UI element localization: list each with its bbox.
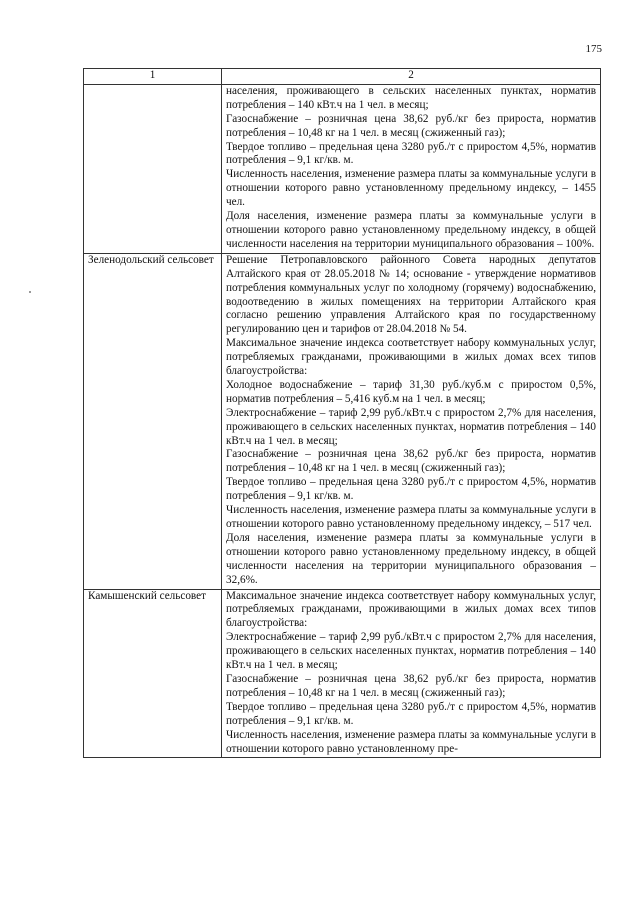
paragraph: Максимальное значение индекса соответствует набору коммунальных услуг, потребляемых гражданами, проживающими в жилых домах всех типов благоустройства: <box>226 337 596 378</box>
paragraph: Доля населения, изменение размера платы за коммунальные услуги в отношении которого равно установленному предельному индексу, в общей численности населения на территории муниципального образования – 100%. <box>226 210 596 250</box>
paragraph: Холодное водоснабжение – тариф 31,30 руб./куб.м с приростом 0,5%, норматив потребления – 5,416 куб.м на 1 чел. в месяц; <box>226 378 596 405</box>
description-cell <box>222 84 601 253</box>
paragraph: Твердое топливо – предельная цена 3280 руб./т с приростом 4,5%, норматив потребления – 9,1 кг/кв. м. <box>226 140 596 167</box>
column-header-1: 1 <box>84 69 222 85</box>
table-header-row <box>84 69 601 85</box>
table-row <box>84 589 601 758</box>
paragraph: Газоснабжение – розничная цена 38,62 руб./кг без прироста, норматив потребления – 10,48 кг на 1 чел. в месяц (сжиженный газ); <box>226 448 596 475</box>
paragraph: Газоснабжение – розничная цена 38,62 руб./кг без прироста, норматив потребления – 10,48 кг на 1 чел. в месяц (сжиженный газ); <box>226 672 596 699</box>
paragraph: Численность населения, изменение размера платы за коммунальные услуги в отношении которого равно установленному предельному индексу, – 517 чел. <box>226 504 596 530</box>
paragraph: Электроснабжение – тариф 2,99 руб./кВт.ч с приростом 2,7% для населения, проживающего в сельских населенных пунктах, норматив потребления – 140 кВт.ч на 1 чел. в месяц; <box>226 406 596 447</box>
page-number: 175 <box>585 43 602 55</box>
description-cell <box>222 253 601 589</box>
scan-speck <box>29 291 31 293</box>
table-row <box>84 253 601 589</box>
paragraph: Максимальное значение индекса соответствует набору коммунальных услуг, потребляемых гражданами, проживающими в жилых домах всех типов благоустройства: <box>226 589 596 630</box>
column-header-2: 2 <box>222 69 601 85</box>
paragraph: Доля населения, изменение размера платы за коммунальные услуги в отношении которого равно установленному предельному индексу, в общей численности населения на территории муниципального образования – 32,6%. <box>226 531 596 586</box>
paragraph: Твердое топливо – предельная цена 3280 руб./т с приростом 4,5%, норматив потребления – 9,1 кг/кв. м. <box>226 700 596 727</box>
document-table <box>83 68 601 758</box>
paragraph: Электроснабжение – тариф 2,99 руб./кВт.ч с приростом 2,7% для населения, проживающего в сельских населенных пунктах, норматив потребления – 140 кВт.ч на 1 чел. в месяц; <box>226 631 596 672</box>
paragraph: Решение Петропавловского районного Совета народных депутатов Алтайского края от 28.05.2018 № 14; основание - утверждение нормативов потребления коммунальных услуг по холодному (горячему) водоснабжению, водоотведению в жилых помещениях на территории Алтайского края согласно решению управления Алтайского края по государственному регулированию цен и тарифов от 28.04.2018 № 54. <box>226 253 596 336</box>
paragraph: Твердое топливо – предельная цена 3280 руб./т с приростом 4,5%, норматив потребления – 9,1 кг/кв. м. <box>226 476 596 503</box>
description-cell <box>222 589 601 758</box>
municipality-cell: Зеленодольский сельсовет <box>84 253 222 589</box>
paragraph: Численность населения, изменение размера платы за коммунальные услуги в отношении которого равно установленному пре- <box>226 728 596 755</box>
municipality-cell: Камышенский сельсовет <box>84 589 222 758</box>
municipality-cell <box>84 84 222 253</box>
table-row <box>84 84 601 253</box>
paragraph: Численность населения, изменение размера платы за коммунальные услуги в отношении которого равно установленному предельному индексу, – 1455 чел. <box>226 168 596 209</box>
paragraph: Газоснабжение – розничная цена 38,62 руб./кг без прироста, норматив потребления – 10,48 кг на 1 чел. в месяц (сжиженный газ); <box>226 112 596 139</box>
paragraph: населения, проживающего в сельских населенных пунктах, норматив потребления – 140 кВт.ч на 1 чел. в месяц; <box>226 84 596 111</box>
